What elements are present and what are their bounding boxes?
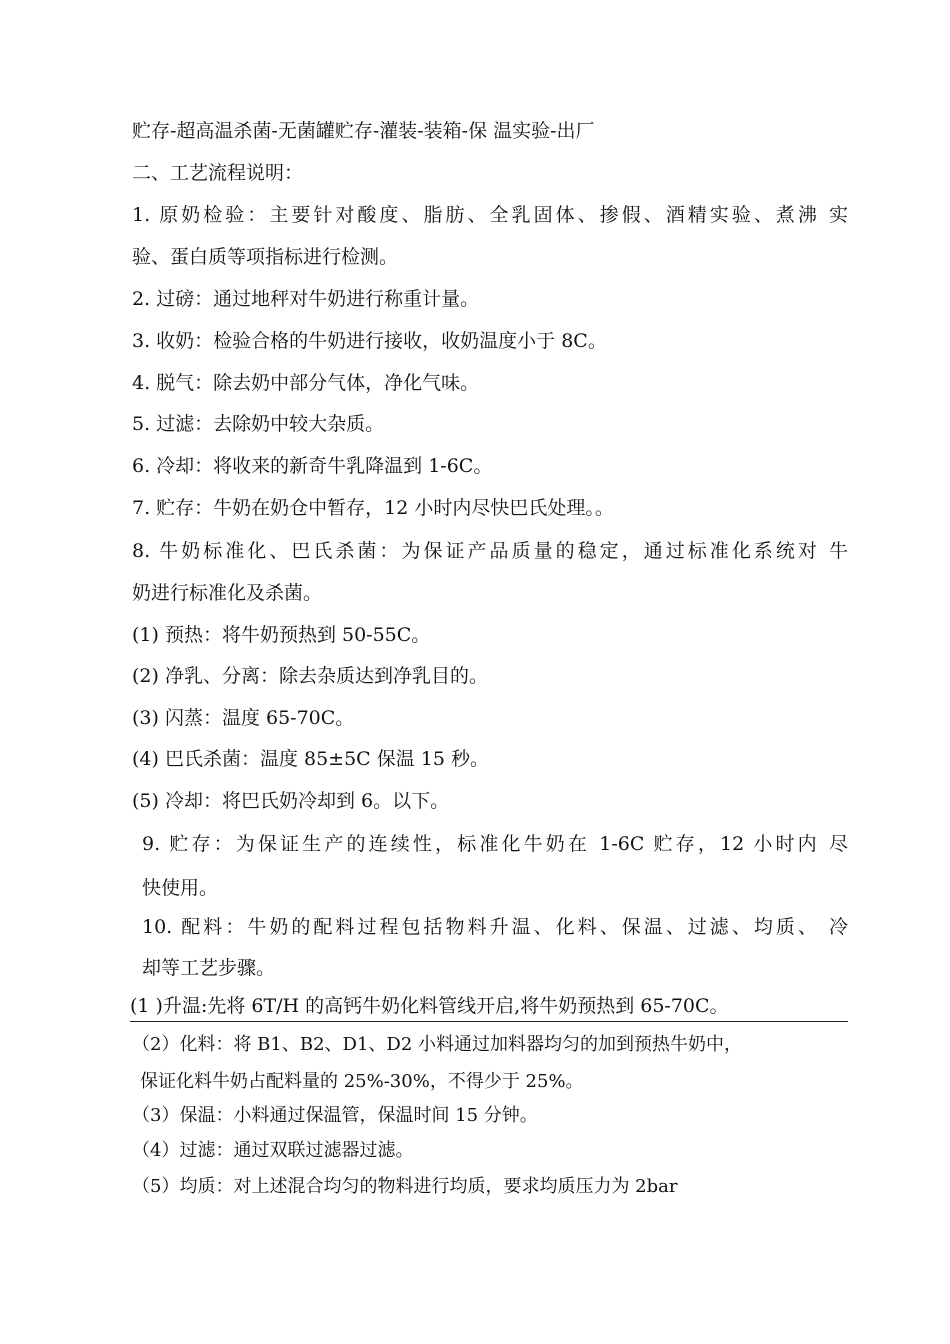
step-1-heating: (1 )升温:先将 6T/H 的高钙牛奶化料管线开启,将牛奶预热到 65-70C。: [130, 995, 729, 1017]
paragraph-2: 2. 过磅：通过地秤对牛奶进行称重计量。: [132, 288, 480, 310]
step-5-homogenizing: （5）均质：对上述混合均匀的物料进行均质，要求均质压力为 2bar: [132, 1176, 678, 1197]
sub-item-1: (1) 预热：将牛奶预热到 50-55C。: [132, 624, 431, 646]
paragraph-4: 4. 脱气：除去奶中部分气体，净化气味。: [132, 372, 480, 394]
process-flow-line: 贮存-超高温杀菌-无菌罐贮存-灌装-装箱-保 温实验-出厂: [132, 120, 595, 142]
step-3-holding: （3）保温：小料通过保温管，保温时间 15 分钟。: [132, 1105, 538, 1126]
sub-item-2: (2) 净乳、分离：除去杂质达到净乳目的。: [132, 665, 488, 687]
paragraph-1-line-2: 验、蛋白质等项指标进行检测。: [132, 246, 399, 268]
paragraph-8-line-2: 奶进行标准化及杀菌。: [132, 582, 323, 604]
paragraph-3: 3. 收奶：检验合格的牛奶进行接收，收奶温度小于 8C。: [132, 330, 607, 352]
paragraph-9-line-2: 快使用。: [142, 877, 219, 899]
paragraph-1-line-1: 1. 原奶检验：主要针对酸度、脂肪、全乳固体、掺假、酒精实验、煮沸 实: [132, 204, 848, 226]
sub-item-3: (3) 闪蒸：温度 65-70C。: [132, 707, 355, 729]
paragraph-9-line-1: 9. 贮存：为保证生产的连续性，标准化牛奶在 1-6C 贮存，12 小时内 尽: [142, 833, 848, 855]
sub-item-4: (4) 巴氏杀菌：温度 85±5C 保温 15 秒。: [132, 748, 490, 770]
step-2-line-1: （2）化料：将 B1、B2、D1、D2 小料通过加料器均匀的加到预热牛奶中，: [132, 1034, 743, 1055]
paragraph-5: 5. 过滤：去除奶中较大杂质。: [132, 413, 385, 435]
horizontal-rule: [130, 1021, 848, 1022]
paragraph-8-line-1: 8. 牛奶标准化、巴氏杀菌：为保证产品质量的稳定，通过标准化系统对 牛: [132, 540, 848, 562]
step-4-filtering: （4）过滤：通过双联过滤器过滤。: [132, 1140, 414, 1161]
section-heading: 二、工艺流程说明：: [132, 162, 304, 184]
step-2-line-2: 保证化料牛奶占配料量的 25%-30%，不得少于 25%。: [140, 1071, 584, 1092]
paragraph-6: 6. 冷却：将收来的新奇牛乳降温到 1-6C。: [132, 455, 493, 477]
paragraph-7: 7. 贮存：牛奶在奶仓中暂存，12 小时内尽快巴氏处理。。: [132, 497, 614, 519]
sub-item-5: (5) 冷却：将巴氏奶冷却到 6。以下。: [132, 790, 450, 812]
paragraph-10-line-1: 10. 配料：牛奶的配料过程包括物料升温、化料、保温、过滤、均质、 冷: [142, 916, 848, 938]
paragraph-10-line-2: 却等工艺步骤。: [142, 957, 276, 979]
